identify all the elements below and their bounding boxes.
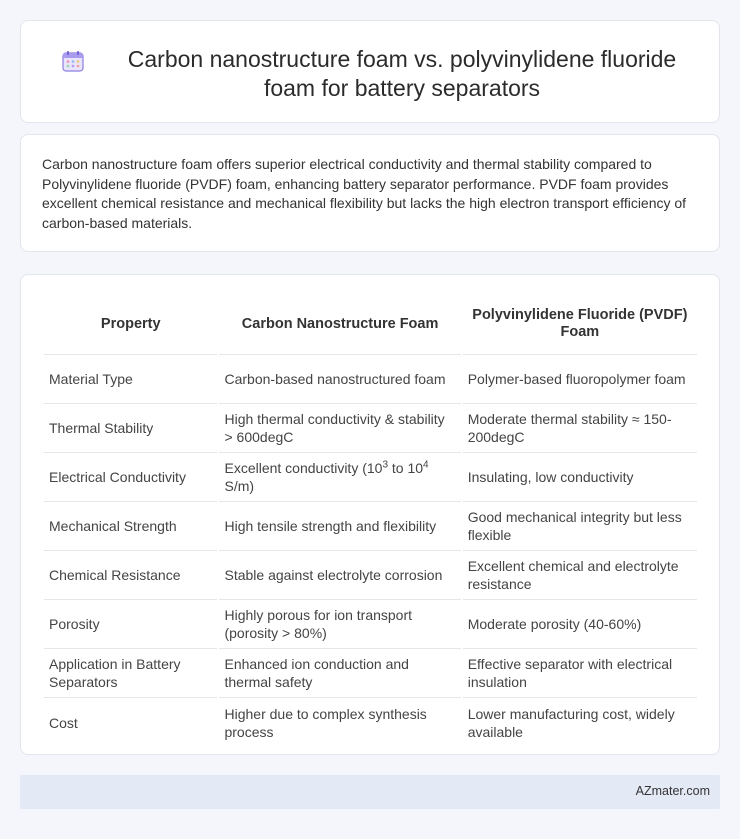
cell-carbon: Highly porous for ion transport (porosity > 80%) (219, 600, 460, 649)
cell-carbon: High tensile strength and flexibility (219, 502, 460, 551)
cell-carbon-exp1: 3 (382, 459, 389, 471)
table-row (44, 502, 697, 551)
cell-carbon-exp2: 4 (423, 459, 429, 471)
table-row (44, 355, 697, 404)
header-property: Property (44, 294, 217, 355)
cell-carbon-prefix: Excellent conductivity (10 (224, 460, 383, 476)
intro-card (20, 134, 720, 252)
cell-property: Cost (49, 714, 78, 731)
cell-pvdf: Moderate thermal stability ≈ 150-200degC (463, 404, 697, 453)
page-title: Carbon nanostructure foam vs. polyvinylidene fluoride foam for battery separators (127, 46, 677, 101)
footer-bar (20, 775, 720, 809)
cell-carbon-suffix: S/m) (224, 478, 255, 494)
cell-carbon: High thermal conductivity & stability > 600degC (219, 404, 460, 453)
footer-brand-link[interactable]: AZmater.com (635, 784, 710, 798)
cell-pvdf: Insulating, low conductivity (463, 453, 697, 502)
intro-text: Carbon nanostructure foam offers superior electrical conductivity and thermal stability compared to Polyvinylidene fluoride (PVDF) foam, enhancing battery separator performance. PVDF foam provides excellent chemical resistance and mechanical flexibility but lacks the high electron transport efficiency of carbon-based materials. (42, 156, 687, 231)
table-row (44, 404, 697, 453)
cell-carbon: Carbon-based nanostructured foam (219, 355, 460, 404)
calendar-grid-icon (61, 49, 85, 73)
cell-carbon (219, 453, 460, 502)
cell-carbon: Stable against electrolyte corrosion (219, 551, 460, 600)
cell-property: Application in Battery Separators (44, 649, 217, 698)
cell-pvdf: Good mechanical integrity but less flexible (463, 502, 697, 551)
table-row (44, 600, 697, 649)
title-card (20, 20, 720, 123)
table-row (44, 453, 697, 502)
cell-property: Porosity (44, 600, 217, 649)
table-row (44, 649, 697, 698)
comparison-table-card (20, 274, 720, 755)
cell-pvdf: Effective separator with electrical insulation (463, 649, 697, 698)
table-row (44, 551, 697, 600)
cell-carbon: Enhanced ion conduction and thermal safety (219, 649, 460, 698)
cell-property: Thermal Stability (44, 404, 217, 453)
table-header-row (44, 294, 697, 355)
header-pvdf: Polyvinylidene Fluoride (PVDF) Foam (463, 294, 697, 355)
cell-carbon: Higher due to complex synthesis process (224, 705, 427, 740)
cell-property: Mechanical Strength (44, 502, 217, 551)
header-carbon: Carbon Nanostructure Foam (219, 294, 460, 355)
cell-property: Chemical Resistance (44, 551, 217, 600)
cell-pvdf: Moderate porosity (40-60%) (463, 600, 697, 649)
cell-property: Electrical Conductivity (44, 453, 217, 502)
cell-pvdf: Excellent chemical and electrolyte resistance (463, 551, 697, 600)
cell-pvdf: Lower manufacturing cost, widely available (467, 705, 675, 740)
table-row (44, 698, 697, 747)
title-wrap (61, 45, 699, 103)
cell-pvdf: Polymer-based fluoropolymer foam (463, 355, 697, 404)
cell-property: Material Type (44, 355, 217, 404)
cell-carbon-mid: to 10 (388, 460, 424, 476)
comparison-table (42, 294, 699, 747)
